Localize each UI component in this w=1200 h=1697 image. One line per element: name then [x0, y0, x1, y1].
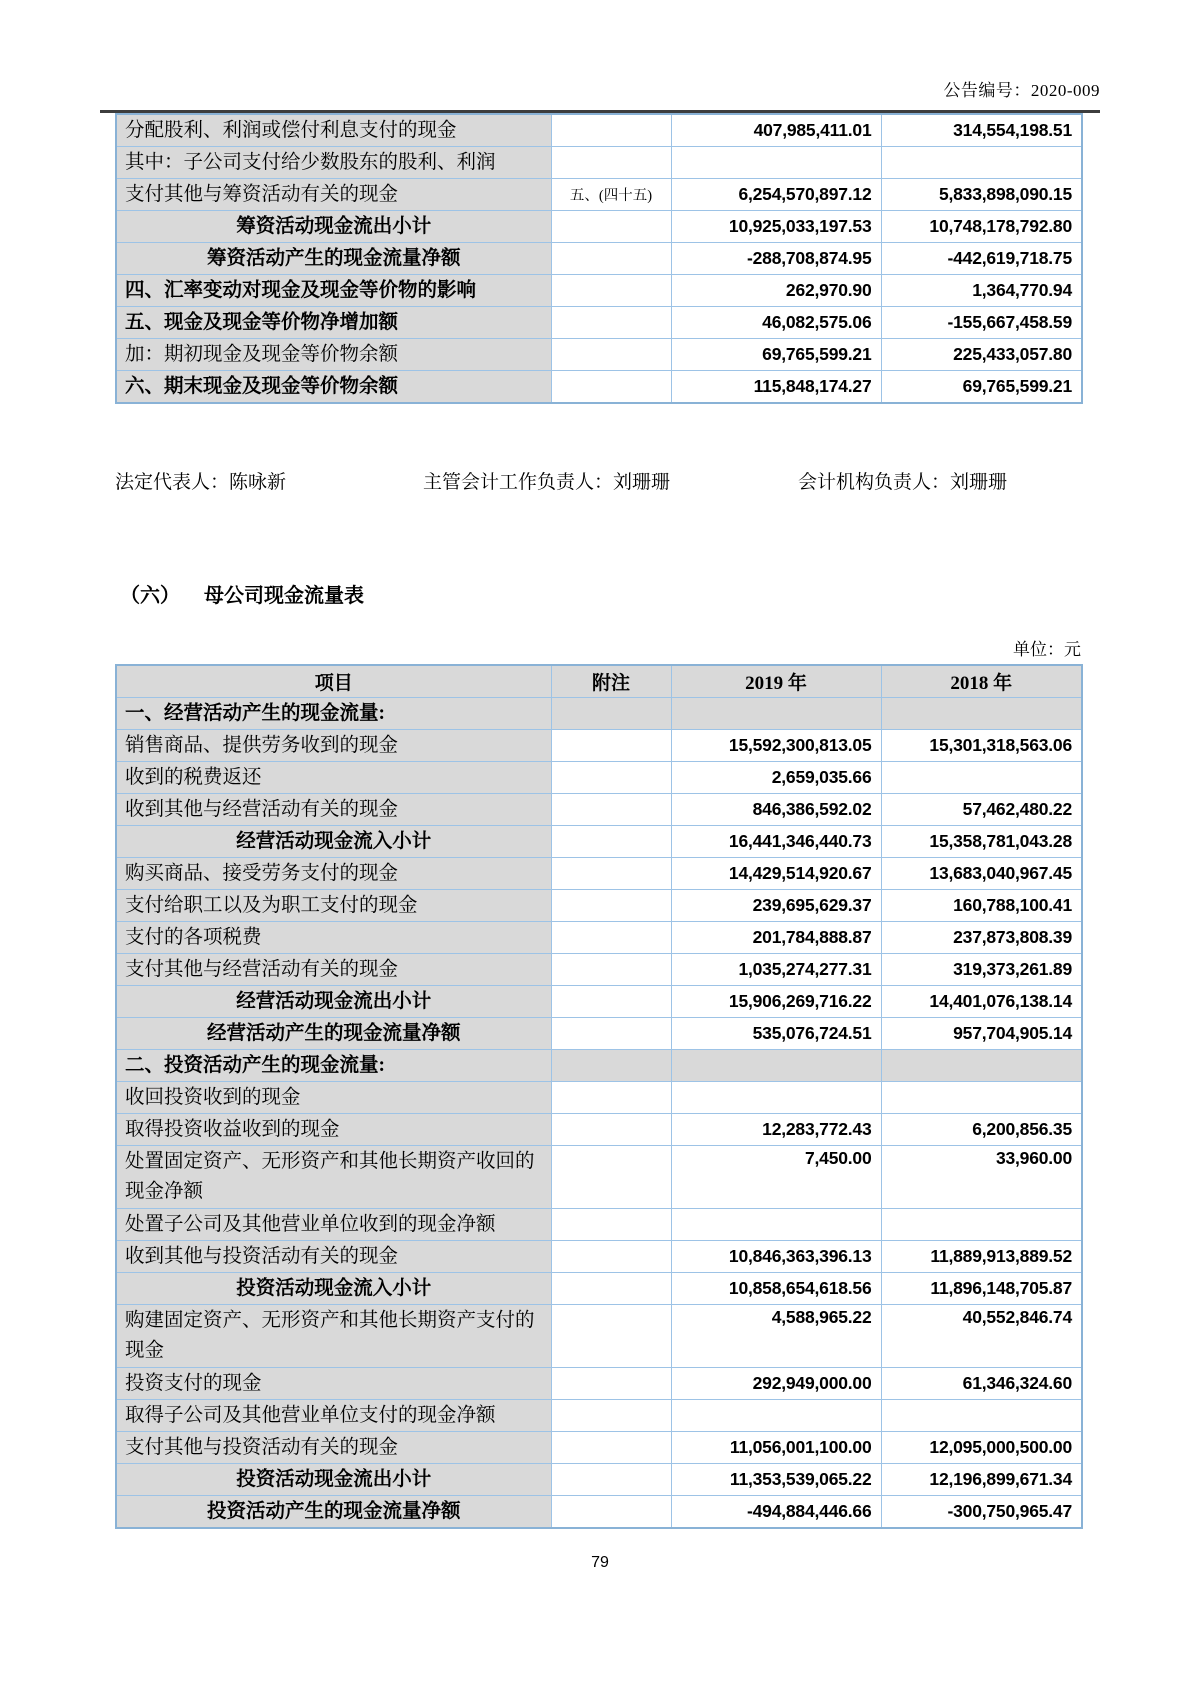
row-value-2019: 4,588,965.22	[671, 1304, 881, 1367]
row-value-2019: 239,695,629.37	[671, 889, 881, 921]
row-value-2018: 15,358,781,043.28	[881, 825, 1082, 857]
row-note	[551, 1463, 671, 1495]
row-value-2018: -442,619,718.75	[881, 243, 1082, 275]
row-value-2018: -155,667,458.59	[881, 307, 1082, 339]
row-value-2018: 57,462,480.22	[881, 793, 1082, 825]
row-value-2018: 1,364,770.94	[881, 275, 1082, 307]
row-label: 一、经营活动产生的现金流量:	[116, 697, 551, 729]
row-value-2018: 15,301,318,563.06	[881, 729, 1082, 761]
row-value-2019	[671, 697, 881, 729]
column-header-note: 附注	[551, 665, 671, 697]
row-label: 六、期末现金及现金等价物余额	[116, 371, 551, 404]
table-row	[116, 697, 1082, 729]
row-note	[551, 761, 671, 793]
row-note	[551, 697, 671, 729]
row-value-2019: 292,949,000.00	[671, 1367, 881, 1399]
table-row	[116, 953, 1082, 985]
row-value-2018: 12,095,000,500.00	[881, 1431, 1082, 1463]
row-value-2018: 11,896,148,705.87	[881, 1272, 1082, 1304]
table2-body	[116, 697, 1082, 1528]
row-value-2019: 846,386,592.02	[671, 793, 881, 825]
row-label: 支付其他与筹资活动有关的现金	[116, 179, 551, 211]
row-note	[551, 985, 671, 1017]
table-row	[116, 985, 1082, 1017]
table-row	[116, 1399, 1082, 1431]
row-note	[551, 729, 671, 761]
consolidated-cash-flow-table-continued	[115, 113, 1083, 404]
row-note	[551, 1208, 671, 1240]
row-value-2018: 6,200,856.35	[881, 1113, 1082, 1145]
row-value-2019	[671, 1049, 881, 1081]
row-value-2019: 69,765,599.21	[671, 339, 881, 371]
row-note	[551, 953, 671, 985]
row-label: 投资活动现金流出小计	[116, 1463, 551, 1495]
row-value-2019: -494,884,446.66	[671, 1495, 881, 1528]
row-value-2019	[671, 1208, 881, 1240]
row-note	[551, 275, 671, 307]
row-label: 二、投资活动产生的现金流量:	[116, 1049, 551, 1081]
row-value-2019: 407,985,411.01	[671, 114, 881, 147]
row-value-2018: 319,373,261.89	[881, 953, 1082, 985]
table-row	[116, 1208, 1082, 1240]
row-note	[551, 1113, 671, 1145]
row-note	[551, 1081, 671, 1113]
row-value-2019: 1,035,274,277.31	[671, 953, 881, 985]
announcement-number: 公告编号：2020-009	[943, 81, 1100, 100]
table1-body	[116, 114, 1082, 403]
row-label: 取得子公司及其他营业单位支付的现金净额	[116, 1399, 551, 1431]
unit-label: 单位：元	[1013, 640, 1081, 659]
row-label: 收到其他与经营活动有关的现金	[116, 793, 551, 825]
row-note	[551, 1367, 671, 1399]
row-label: 购买商品、接受劳务支付的现金	[116, 857, 551, 889]
row-value-2019: 15,906,269,716.22	[671, 985, 881, 1017]
row-value-2018: 957,704,905.14	[881, 1017, 1082, 1049]
row-value-2018: 314,554,198.51	[881, 114, 1082, 147]
row-value-2018: 225,433,057.80	[881, 339, 1082, 371]
row-note	[551, 825, 671, 857]
row-value-2018: 14,401,076,138.14	[881, 985, 1082, 1017]
row-label: 筹资活动产生的现金流量净额	[116, 243, 551, 275]
row-value-2018: 5,833,898,090.15	[881, 179, 1082, 211]
row-value-2018: 10,748,178,792.80	[881, 211, 1082, 243]
table-row	[116, 793, 1082, 825]
column-header-item: 项目	[116, 665, 551, 697]
row-value-2019: 6,254,570,897.12	[671, 179, 881, 211]
accounting-dept-head: 会计机构负责人：刘珊珊	[798, 472, 1008, 493]
row-note	[551, 243, 671, 275]
row-label: 支付其他与经营活动有关的现金	[116, 953, 551, 985]
row-note	[551, 1240, 671, 1272]
row-note	[551, 1495, 671, 1528]
table-row	[116, 729, 1082, 761]
table-row	[116, 921, 1082, 953]
row-value-2018	[881, 761, 1082, 793]
table-row	[116, 1145, 1082, 1208]
row-note	[551, 339, 671, 371]
row-note	[551, 1017, 671, 1049]
table-row	[116, 211, 1082, 243]
row-label: 销售商品、提供劳务收到的现金	[116, 729, 551, 761]
legal-representative: 法定代表人：陈咏新	[115, 472, 287, 493]
row-value-2019: 14,429,514,920.67	[671, 857, 881, 889]
row-note	[551, 147, 671, 179]
row-value-2019	[671, 1081, 881, 1113]
row-label: 收到的税费返还	[116, 761, 551, 793]
row-label: 其中：子公司支付给少数股东的股利、利润	[116, 147, 551, 179]
row-value-2018	[881, 1208, 1082, 1240]
row-note	[551, 1399, 671, 1431]
row-note	[551, 211, 671, 243]
row-note	[551, 1049, 671, 1081]
row-value-2019	[671, 1399, 881, 1431]
table-row	[116, 1113, 1082, 1145]
row-note	[551, 1304, 671, 1367]
section-title	[120, 579, 1100, 608]
table-row	[116, 1495, 1082, 1528]
row-note	[551, 371, 671, 404]
row-note	[551, 793, 671, 825]
row-label: 投资支付的现金	[116, 1367, 551, 1399]
row-label: 支付的各项税费	[116, 921, 551, 953]
row-value-2018	[881, 1081, 1082, 1113]
row-value-2018: 33,960.00	[881, 1145, 1082, 1208]
table-row	[116, 761, 1082, 793]
row-value-2019: 11,353,539,065.22	[671, 1463, 881, 1495]
table-row	[116, 371, 1082, 404]
row-value-2019: 115,848,174.27	[671, 371, 881, 404]
table-header-row	[116, 665, 1082, 697]
row-value-2018: 40,552,846.74	[881, 1304, 1082, 1367]
table-row	[116, 179, 1082, 211]
table-row	[116, 1304, 1082, 1367]
signatories-line	[100, 467, 1100, 493]
row-value-2018: 11,889,913,889.52	[881, 1240, 1082, 1272]
row-value-2018: 237,873,808.39	[881, 921, 1082, 953]
row-value-2018: 61,346,324.60	[881, 1367, 1082, 1399]
table-row	[116, 1272, 1082, 1304]
table-row	[116, 1367, 1082, 1399]
row-note	[551, 857, 671, 889]
row-value-2018: 13,683,040,967.45	[881, 857, 1082, 889]
row-value-2019: 12,283,772.43	[671, 1113, 881, 1145]
row-note	[551, 889, 671, 921]
row-label: 收到其他与投资活动有关的现金	[116, 1240, 551, 1272]
section-name: 母公司现金流量表	[204, 585, 364, 607]
row-value-2019: 11,056,001,100.00	[671, 1431, 881, 1463]
table-row	[116, 1049, 1082, 1081]
row-label: 分配股利、利润或偿付利息支付的现金	[116, 114, 551, 147]
row-value-2018	[881, 1399, 1082, 1431]
row-note	[551, 921, 671, 953]
row-label: 经营活动现金流出小计	[116, 985, 551, 1017]
row-value-2018	[881, 1049, 1082, 1081]
table-row	[116, 1463, 1082, 1495]
row-value-2019: 10,925,033,197.53	[671, 211, 881, 243]
row-label: 支付给职工以及为职工支付的现金	[116, 889, 551, 921]
row-label: 加：期初现金及现金等价物余额	[116, 339, 551, 371]
row-label: 购建固定资产、无形资产和其他长期资产支付的现金	[116, 1304, 551, 1367]
row-value-2018	[881, 147, 1082, 179]
row-value-2019: 10,858,654,618.56	[671, 1272, 881, 1304]
section-index: （六）	[120, 585, 180, 607]
table-row	[116, 1017, 1082, 1049]
row-value-2019	[671, 147, 881, 179]
row-label: 处置固定资产、无形资产和其他长期资产收回的现金净额	[116, 1145, 551, 1208]
row-value-2019: 7,450.00	[671, 1145, 881, 1208]
row-note	[551, 114, 671, 147]
page-header	[100, 0, 1100, 101]
row-value-2018: -300,750,965.47	[881, 1495, 1082, 1528]
row-value-2019: -288,708,874.95	[671, 243, 881, 275]
row-value-2019: 2,659,035.66	[671, 761, 881, 793]
table-row	[116, 275, 1082, 307]
column-header-2019: 2019 年	[671, 665, 881, 697]
row-label: 五、现金及现金等价物净增加额	[116, 307, 551, 339]
row-label: 四、汇率变动对现金及现金等价物的影响	[116, 275, 551, 307]
table-row	[116, 339, 1082, 371]
row-value-2019: 262,970.90	[671, 275, 881, 307]
row-label: 投资活动产生的现金流量净额	[116, 1495, 551, 1528]
table-row	[116, 1240, 1082, 1272]
table-row	[116, 1431, 1082, 1463]
row-label: 收回投资收到的现金	[116, 1081, 551, 1113]
table-row	[116, 114, 1082, 147]
row-value-2018: 12,196,899,671.34	[881, 1463, 1082, 1495]
table-row	[116, 243, 1082, 275]
row-value-2019: 46,082,575.06	[671, 307, 881, 339]
row-label: 投资活动现金流入小计	[116, 1272, 551, 1304]
table-row	[116, 857, 1082, 889]
row-value-2018	[881, 697, 1082, 729]
table-row	[116, 1081, 1082, 1113]
row-value-2019: 535,076,724.51	[671, 1017, 881, 1049]
table-row	[116, 889, 1082, 921]
chief-accounting-officer: 主管会计工作负责人：刘珊珊	[423, 472, 671, 493]
row-note	[551, 307, 671, 339]
table-row	[116, 825, 1082, 857]
row-value-2019: 201,784,888.87	[671, 921, 881, 953]
row-note	[551, 1145, 671, 1208]
parent-company-cash-flow-table	[115, 664, 1083, 1529]
row-note	[551, 1431, 671, 1463]
row-label: 支付其他与投资活动有关的现金	[116, 1431, 551, 1463]
row-label: 经营活动现金流入小计	[116, 825, 551, 857]
row-label: 筹资活动现金流出小计	[116, 211, 551, 243]
row-value-2018: 160,788,100.41	[881, 889, 1082, 921]
row-note: 五、(四十五)	[551, 179, 671, 211]
row-value-2019: 15,592,300,813.05	[671, 729, 881, 761]
column-header-2018: 2018 年	[881, 665, 1082, 697]
row-note	[551, 1272, 671, 1304]
table-row	[116, 147, 1082, 179]
row-label: 处置子公司及其他营业单位收到的现金净额	[116, 1208, 551, 1240]
row-value-2019: 10,846,363,396.13	[671, 1240, 881, 1272]
row-label: 经营活动产生的现金流量净额	[116, 1017, 551, 1049]
table-row	[116, 307, 1082, 339]
row-value-2019: 16,441,346,440.73	[671, 825, 881, 857]
row-value-2018: 69,765,599.21	[881, 371, 1082, 404]
row-label: 取得投资收益收到的现金	[116, 1113, 551, 1145]
page-number: 79	[591, 1553, 609, 1571]
